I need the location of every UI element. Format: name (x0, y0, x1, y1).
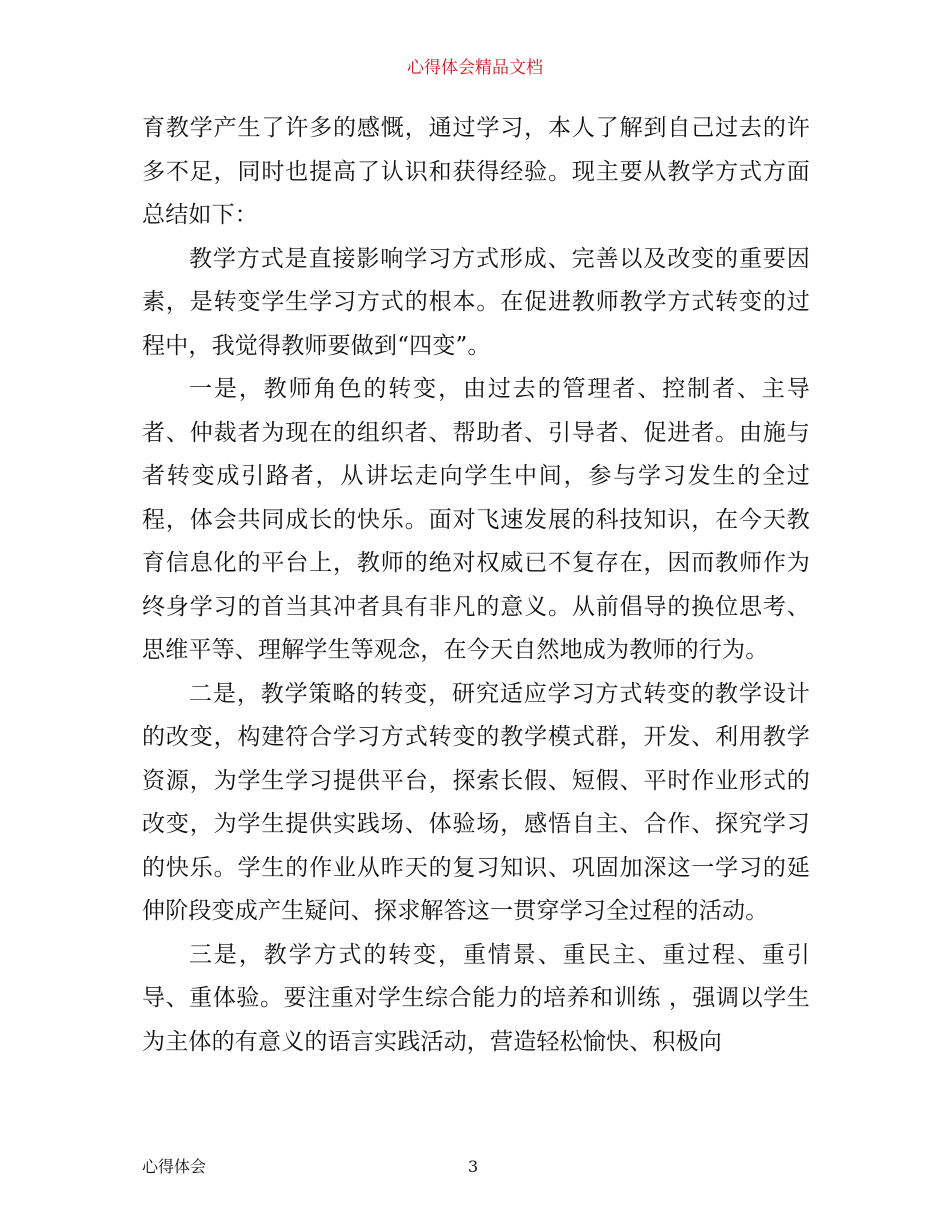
paragraph-continuation: 育教学产生了许多的感慨，通过学习，本人了解到自己过去的许多不足，同时也提高了认识和获得经验。现主要从教学方式方面总结如下： (142, 115, 810, 228)
page-header-title: 心得体会精品文档 (407, 58, 543, 78)
paragraph-strategy-change: 二是，教学策略的转变，研究适应学习方式转变的教学设计的改变，构建符合学习方式转变的教学模式群，开发、利用教学资源，为学生学习提供平台，探索长假、短假、平时作业形式的改变，为学生提供实践场、体验场，感悟自主、合作、探究学习的快乐。学生的作业从昨天的复习知识、巩固加深这一学习的延伸阶段变成产生疑问、探求解答这一贯穿学习全过程的活动。 (142, 680, 810, 924)
paragraph-teaching-method: 教学方式是直接影响学习方式形成、完善以及改变的重要因素，是转变学生学习方式的根本。在促进教师教学方式转变的过程中，我觉得教师要做到“四变”。 (142, 245, 810, 359)
page-number: 3 (468, 1157, 479, 1176)
paragraph-role-change: 一是，教师角色的转变，由过去的管理者、控制者、主导者、仲裁者为现在的组织者、帮助者、引导者、促进者。由施与者转变成引路者，从讲坛走向学生中间，参与学习发生的全过程，体会共同成长的快乐。面对飞速发展的科技知识，在今天教育信息化的平台上，教师的绝对权威已不复存在，因而教师作为终身学习的首当其冲者具有非凡的意义。从前倡导的换位思考、思维平等、理解学生等观念，在今天自然地成为教师的行为。 (142, 376, 810, 663)
document-body (142, 107, 810, 1064)
paragraph-method-change: 三是，教学方式的转变，重情景、重民主、重过程、重引导、重体验。要注重对学生综合能力的培养和训练 ，强调以学生为主体的有意义的语言实践活动，营造轻松愉快、积极向 (142, 941, 810, 1055)
page-footer-label: 心得体会 (142, 1157, 207, 1176)
